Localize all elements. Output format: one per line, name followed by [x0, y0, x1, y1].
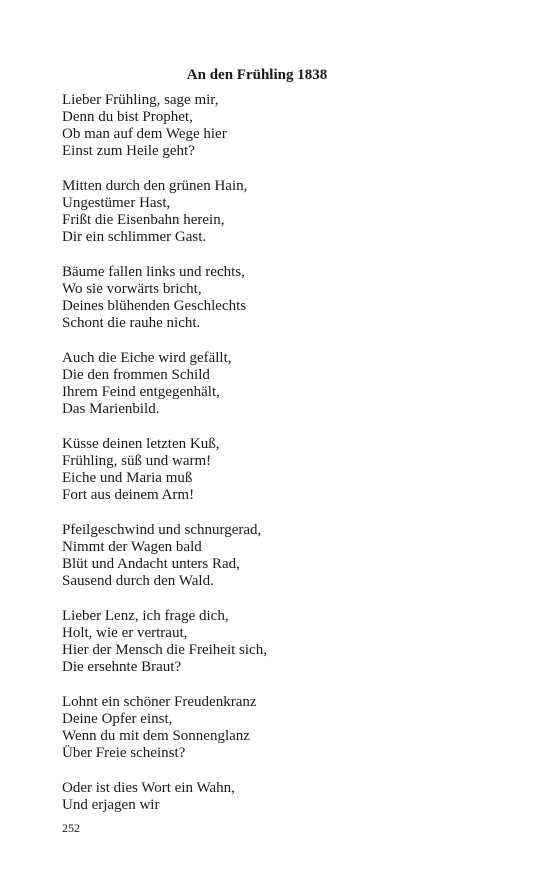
stanza-7 [62, 608, 512, 676]
poem-line: Die ersehnte Braut? [62, 659, 182, 675]
page-number: 252 [62, 821, 80, 835]
poem-line: Ungestümer Hast, [62, 195, 171, 211]
poem-line: Lieber Frühling, sage mir, [62, 92, 219, 108]
poem-line: Sausend durch den Wald. [62, 573, 214, 589]
poem-line: Frühling, süß und warm! [62, 453, 212, 469]
poem-line: Lieber Lenz, ich frage dich, [62, 608, 229, 624]
poem-line: Eiche und Maria muß [62, 470, 193, 486]
poem-title: An den Frühling 1838 [186, 67, 328, 83]
poem-line: Holt, wie er vertraut, [62, 625, 188, 641]
poem-line: Die den frommen Schild [62, 367, 210, 383]
stanza-2 [62, 178, 512, 246]
stanza-1 [62, 92, 512, 160]
poem-line: Mitten durch den grünen Hain, [62, 178, 248, 194]
poem-line: Pfeilgeschwind und schnurgerad, [62, 522, 262, 538]
stanza-8 [62, 694, 512, 762]
poem-line: Frißt die Eisenbahn herein, [62, 212, 225, 228]
poem-line: Ihrem Feind entgegenhält, [62, 384, 220, 400]
poem-line: Hier der Mensch die Freiheit sich, [62, 642, 267, 658]
poem-line: Das Marienbild. [62, 401, 160, 417]
poem-line: Einst zum Heile geht? [62, 143, 195, 159]
poem-line: Oder ist dies Wort ein Wahn, [62, 780, 235, 796]
stanza-3 [62, 264, 512, 332]
stanza-9 [62, 780, 512, 814]
stanza-4 [62, 350, 512, 418]
poem-line: Denn du bist Prophet, [62, 109, 193, 125]
poem-line: Über Freie scheinst? [62, 745, 186, 761]
poem-line: Und erjagen wir [62, 797, 160, 813]
poem-line: Ob man auf dem Wege hier [62, 126, 227, 142]
stanza-6 [62, 522, 512, 590]
poem-line: Blüt und Andacht unters Rad, [62, 556, 240, 572]
poem-line: Schont die rauhe nicht. [62, 315, 201, 331]
poem-body [62, 92, 512, 832]
stanza-5 [62, 436, 512, 504]
poem-line: Fort aus deinem Arm! [62, 487, 195, 503]
poem-line: Bäume fallen links und rechts, [62, 264, 245, 280]
poem-line: Dir ein schlimmer Gast. [62, 229, 207, 245]
poem-line: Wenn du mit dem Sonnenglanz [62, 728, 250, 744]
poem-line: Nimmt der Wagen bald [62, 539, 202, 555]
poem-line: Wo sie vorwärts bricht, [62, 281, 202, 297]
poem-line: Küsse deinen letzten Kuß, [62, 436, 220, 452]
poem-line: Deines blühenden Geschlechts [62, 298, 247, 314]
poem-line: Deine Opfer einst, [62, 711, 173, 727]
poem-line: Lohnt ein schöner Freudenkranz [62, 694, 257, 710]
poem-line: Auch die Eiche wird gefällt, [62, 350, 232, 366]
